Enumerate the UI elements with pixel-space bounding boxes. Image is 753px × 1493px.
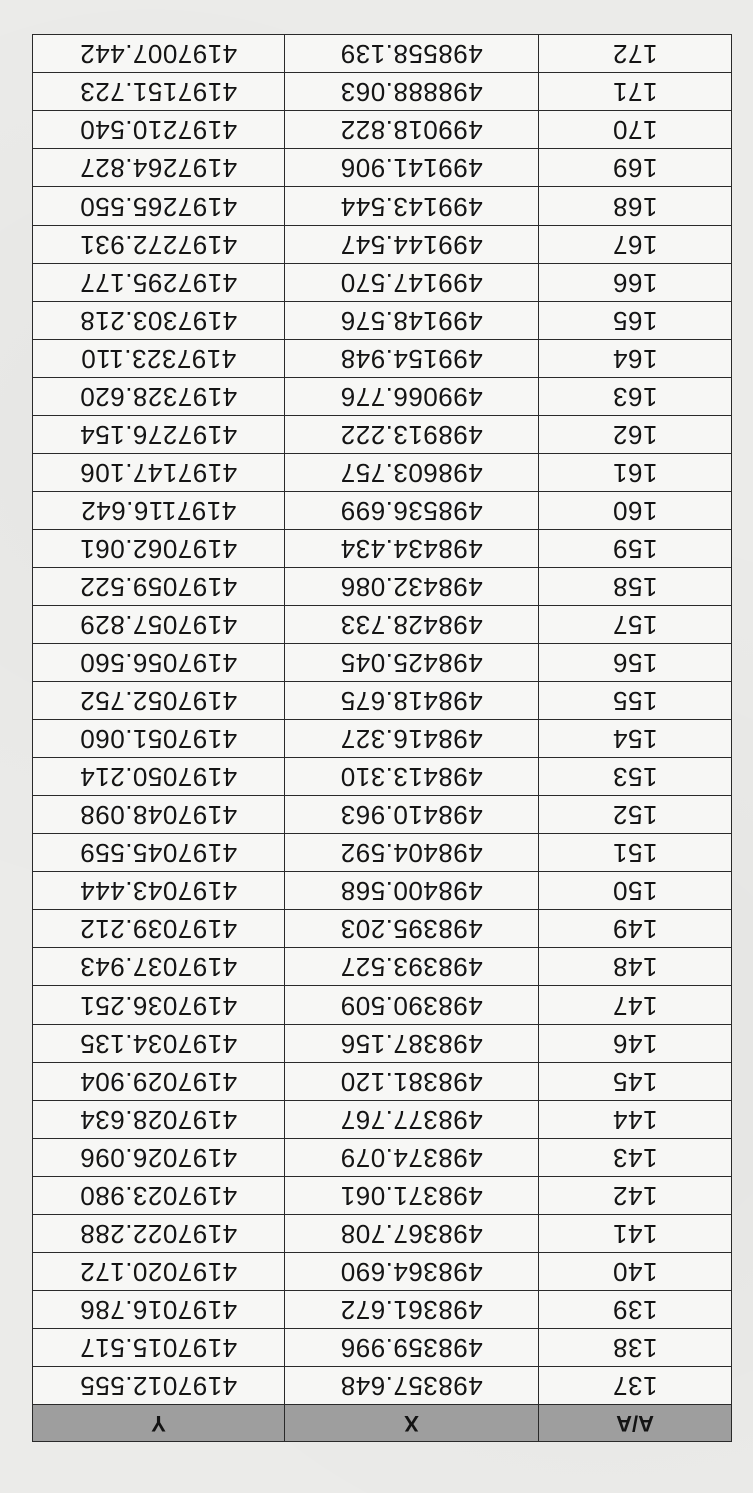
cell-y-coordinate: 4197039.212 — [33, 910, 285, 948]
cell-x-coordinate: 498387.156 — [285, 1024, 539, 1062]
cell-x-coordinate: 498361.672 — [285, 1290, 539, 1328]
coordinate-table — [32, 34, 732, 1442]
cell-x-coordinate: 498400.568 — [285, 872, 539, 910]
cell-point-number: 144 — [539, 1100, 732, 1138]
cell-y-coordinate: 4197028.634 — [33, 1100, 285, 1138]
cell-y-coordinate: 4197210.540 — [33, 111, 285, 149]
cell-point-number: 139 — [539, 1290, 732, 1328]
table-row — [33, 339, 732, 377]
table-row — [33, 453, 732, 491]
table-row — [33, 606, 732, 644]
cell-point-number: 156 — [539, 644, 732, 682]
cell-y-coordinate: 4197026.096 — [33, 1138, 285, 1176]
cell-x-coordinate: 498377.767 — [285, 1100, 539, 1138]
table-row — [33, 1252, 732, 1290]
table-row — [33, 567, 732, 605]
cell-y-coordinate: 4197051.060 — [33, 720, 285, 758]
cell-point-number: 167 — [539, 225, 732, 263]
cell-y-coordinate: 4197295.177 — [33, 263, 285, 301]
cell-x-coordinate: 498913.222 — [285, 415, 539, 453]
table-row — [33, 1062, 732, 1100]
cell-x-coordinate: 498418.675 — [285, 682, 539, 720]
table-row — [33, 1328, 732, 1366]
table-row — [33, 682, 732, 720]
cell-y-coordinate: 4197276.154 — [33, 415, 285, 453]
column-header-x: X — [285, 1405, 539, 1442]
cell-x-coordinate: 499143.544 — [285, 187, 539, 225]
cell-y-coordinate: 4197007.442 — [33, 35, 285, 73]
cell-point-number: 165 — [539, 301, 732, 339]
table-row — [33, 187, 732, 225]
table-row — [33, 35, 732, 73]
cell-x-coordinate: 498357.648 — [285, 1366, 539, 1404]
cell-y-coordinate: 4197023.980 — [33, 1176, 285, 1214]
cell-y-coordinate: 4197057.829 — [33, 606, 285, 644]
table-row — [33, 1176, 732, 1214]
cell-y-coordinate: 4197036.251 — [33, 986, 285, 1024]
cell-x-coordinate: 498374.079 — [285, 1138, 539, 1176]
table-row — [33, 377, 732, 415]
cell-y-coordinate: 4197056.560 — [33, 644, 285, 682]
cell-point-number: 152 — [539, 796, 732, 834]
table-row — [33, 644, 732, 682]
cell-point-number: 170 — [539, 111, 732, 149]
cell-point-number: 160 — [539, 491, 732, 529]
table-row — [33, 948, 732, 986]
cell-x-coordinate: 498367.708 — [285, 1214, 539, 1252]
cell-x-coordinate: 499018.822 — [285, 111, 539, 149]
cell-y-coordinate: 4197048.098 — [33, 796, 285, 834]
cell-point-number: 171 — [539, 73, 732, 111]
cell-x-coordinate: 498364.690 — [285, 1252, 539, 1290]
table-row — [33, 910, 732, 948]
cell-y-coordinate: 4197045.559 — [33, 834, 285, 872]
cell-y-coordinate: 4197034.135 — [33, 1024, 285, 1062]
cell-x-coordinate: 498536.699 — [285, 491, 539, 529]
cell-point-number: 155 — [539, 682, 732, 720]
cell-point-number: 138 — [539, 1328, 732, 1366]
cell-point-number: 137 — [539, 1366, 732, 1404]
coordinate-table-sheet — [33, 34, 732, 1442]
table-row — [33, 986, 732, 1024]
cell-x-coordinate: 498410.963 — [285, 796, 539, 834]
table-row — [33, 73, 732, 111]
cell-y-coordinate: 4197272.931 — [33, 225, 285, 263]
cell-x-coordinate: 498416.327 — [285, 720, 539, 758]
table-row — [33, 796, 732, 834]
cell-y-coordinate: 4197147.106 — [33, 453, 285, 491]
cell-y-coordinate: 4197323.110 — [33, 339, 285, 377]
table-body — [33, 35, 732, 1405]
cell-point-number: 153 — [539, 758, 732, 796]
table-row — [33, 1024, 732, 1062]
cell-x-coordinate: 498558.139 — [285, 35, 539, 73]
cell-point-number: 150 — [539, 872, 732, 910]
cell-point-number: 166 — [539, 263, 732, 301]
cell-x-coordinate: 498428.733 — [285, 606, 539, 644]
cell-x-coordinate: 499144.547 — [285, 225, 539, 263]
cell-point-number: 157 — [539, 606, 732, 644]
cell-point-number: 149 — [539, 910, 732, 948]
cell-point-number: 140 — [539, 1252, 732, 1290]
cell-x-coordinate: 499148.576 — [285, 301, 539, 339]
cell-y-coordinate: 4197303.218 — [33, 301, 285, 339]
table-row — [33, 263, 732, 301]
table-row — [33, 301, 732, 339]
cell-point-number: 168 — [539, 187, 732, 225]
cell-point-number: 164 — [539, 339, 732, 377]
table-row — [33, 1290, 732, 1328]
cell-point-number: 161 — [539, 453, 732, 491]
cell-y-coordinate: 4197151.723 — [33, 73, 285, 111]
cell-point-number: 146 — [539, 1024, 732, 1062]
cell-x-coordinate: 498371.061 — [285, 1176, 539, 1214]
cell-x-coordinate: 499154.948 — [285, 339, 539, 377]
table-row — [33, 834, 732, 872]
cell-y-coordinate: 4197016.786 — [33, 1290, 285, 1328]
column-header-number: A/A — [539, 1405, 732, 1442]
cell-point-number: 143 — [539, 1138, 732, 1176]
cell-x-coordinate: 499141.906 — [285, 149, 539, 187]
table-row — [33, 415, 732, 453]
cell-y-coordinate: 4197029.904 — [33, 1062, 285, 1100]
cell-y-coordinate: 4197059.522 — [33, 567, 285, 605]
table-row — [33, 720, 732, 758]
cell-y-coordinate: 4197020.172 — [33, 1252, 285, 1290]
cell-point-number: 158 — [539, 567, 732, 605]
cell-x-coordinate: 498434.434 — [285, 529, 539, 567]
cell-x-coordinate: 498359.996 — [285, 1328, 539, 1366]
cell-y-coordinate: 4197062.061 — [33, 529, 285, 567]
table-row — [33, 1100, 732, 1138]
table-row — [33, 758, 732, 796]
table-row — [33, 1214, 732, 1252]
cell-point-number: 172 — [539, 35, 732, 73]
cell-point-number: 163 — [539, 377, 732, 415]
cell-point-number: 148 — [539, 948, 732, 986]
cell-y-coordinate: 4197022.288 — [33, 1214, 285, 1252]
cell-y-coordinate: 4197015.517 — [33, 1328, 285, 1366]
cell-y-coordinate: 4197265.550 — [33, 187, 285, 225]
cell-point-number: 154 — [539, 720, 732, 758]
cell-point-number: 145 — [539, 1062, 732, 1100]
cell-y-coordinate: 4197037.943 — [33, 948, 285, 986]
cell-y-coordinate: 4197328.620 — [33, 377, 285, 415]
cell-y-coordinate: 4197043.444 — [33, 872, 285, 910]
cell-y-coordinate: 4197116.642 — [33, 491, 285, 529]
table-row — [33, 491, 732, 529]
cell-point-number: 162 — [539, 415, 732, 453]
cell-x-coordinate: 498425.045 — [285, 644, 539, 682]
table-row — [33, 1138, 732, 1176]
cell-x-coordinate: 498603.757 — [285, 453, 539, 491]
cell-y-coordinate: 4197264.827 — [33, 149, 285, 187]
table-row — [33, 529, 732, 567]
cell-y-coordinate: 4197012.555 — [33, 1366, 285, 1404]
cell-x-coordinate: 498404.592 — [285, 834, 539, 872]
table-header-row — [33, 1405, 732, 1442]
cell-x-coordinate: 499066.776 — [285, 377, 539, 415]
cell-point-number: 159 — [539, 529, 732, 567]
cell-y-coordinate: 4197052.752 — [33, 682, 285, 720]
cell-x-coordinate: 498393.527 — [285, 948, 539, 986]
cell-point-number: 151 — [539, 834, 732, 872]
cell-point-number: 142 — [539, 1176, 732, 1214]
table-row — [33, 111, 732, 149]
cell-point-number: 141 — [539, 1214, 732, 1252]
table-row — [33, 225, 732, 263]
table-row — [33, 1366, 732, 1404]
cell-x-coordinate: 498432.086 — [285, 567, 539, 605]
cell-x-coordinate: 498390.509 — [285, 986, 539, 1024]
column-header-y: Y — [33, 1405, 285, 1442]
cell-x-coordinate: 498381.120 — [285, 1062, 539, 1100]
cell-x-coordinate: 498413.310 — [285, 758, 539, 796]
cell-point-number: 147 — [539, 986, 732, 1024]
cell-x-coordinate: 499147.570 — [285, 263, 539, 301]
cell-y-coordinate: 4197050.214 — [33, 758, 285, 796]
table-row — [33, 149, 732, 187]
table-row — [33, 872, 732, 910]
cell-x-coordinate: 498395.203 — [285, 910, 539, 948]
cell-x-coordinate: 498888.063 — [285, 73, 539, 111]
cell-point-number: 169 — [539, 149, 732, 187]
